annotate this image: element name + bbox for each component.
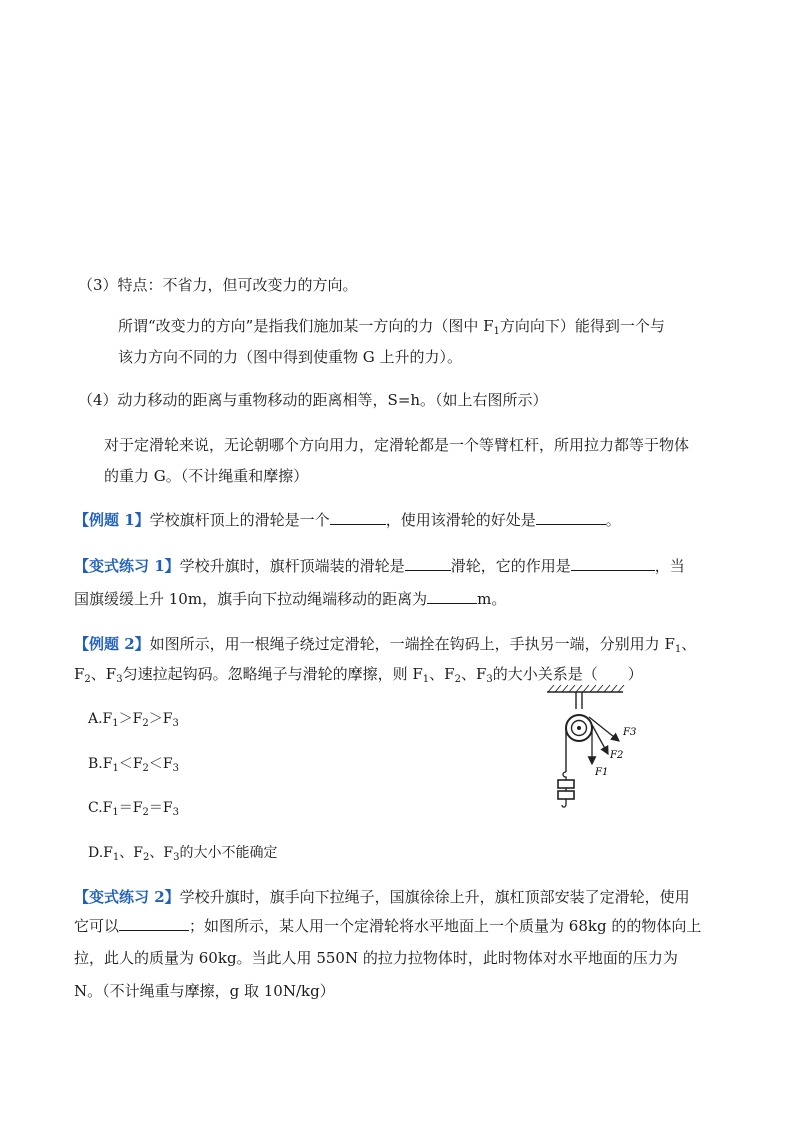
pulley-figure [540, 683, 650, 815]
arrow-f3 [589, 717, 619, 741]
option-d[interactable]: $D.F_1$、$F_2$、$F_3$的大小不能确定 [88, 845, 278, 863]
weight-stack [558, 780, 574, 807]
example1: 【例题 1】学校旗杆顶上的滑轮是一个 ，使用该滑轮的好处是 。 [74, 511, 621, 529]
practice2-line2: 它可以 ；如图所示，某人用一个定滑轮将水平地面上一个质量为 68kg 的的物体向上 [74, 917, 702, 935]
ceiling [547, 685, 624, 692]
practice2-blank-1[interactable] [119, 916, 189, 931]
practice2-line1: 【变式练习 2】学校升旗时，旗手向下拉绳子，国旗徐徐上升，旗杠顶部安装了定滑轮，使用 [74, 888, 690, 906]
explain-line1: 所谓“改变力的方向”是指我们施加某一方向的力（图中 $F_1$方向向下）能得到一个与 [118, 317, 665, 337]
arrow-f2 [591, 723, 608, 754]
example2-line1: 【例题 2】如图所示，用一根绳子绕过定滑轮，一端拴在钩码上，手执另一端，分别用力 $F_1$、 [74, 635, 697, 655]
label-f1: F1 [595, 767, 609, 778]
practice2-tag: 【变式练习 2】 [74, 888, 180, 906]
practice2-line4: N。（不计绳重与摩擦，g 取 10N/kg） [74, 982, 335, 1000]
option-a[interactable]: $A.F_1>F_2>F_3$ [88, 711, 179, 729]
example2-tag: 【例题 2】 [74, 635, 150, 653]
example2-line2: $F_2$、$F_3$匀速拉起钩码。忽略绳子与滑轮的摩擦，则 $F_1$、$F_2$、$F_3$的大小关系是（ ） [74, 665, 643, 685]
hook [563, 772, 566, 780]
practice1-line2: 国旗缓缓上升 10m，旗手向下拉动绳端移动的距离为 m。 [74, 590, 507, 608]
example1-blank-2[interactable] [536, 510, 606, 525]
practice1-blank-2[interactable] [571, 556, 655, 571]
practice1-blank-3[interactable] [427, 589, 477, 604]
practice2-line3: 拉，此人的质量为 60kg。当此人用 550N 的拉力拉物体时，此时物体对水平地面的压力为 [74, 949, 678, 967]
option-b[interactable]: $B.F_1<F_2<F_3$ [88, 756, 180, 774]
example1-blank-1[interactable] [330, 510, 386, 525]
example1-tag: 【例题 1】 [74, 511, 150, 529]
option-c[interactable]: $C.F_1=F_2=F_3$ [88, 800, 179, 818]
note-line1: 对于定滑轮来说，无论朝哪个方向用力，定滑轮都是一个等臂杠杆，所用拉力都等于物体 [104, 436, 690, 454]
practice1-blank-1[interactable] [405, 556, 451, 571]
label-f2: F2 [610, 750, 624, 761]
pulley-bracket [576, 692, 582, 709]
practice1-line1: 【变式练习 1】学校升旗时，旗杆顶端装的滑轮是 滑轮，它的作用是 ，当 [74, 557, 685, 575]
note-line2: 的重力 G。（不计绳重和摩擦） [104, 467, 309, 485]
section4-text: （4）动力移动的距离与重物移动的距离相等，S=h。（如上右图所示） [78, 391, 548, 409]
explain-line2: 该力方向不同的力（图中得到使重物 G 上升的力）。 [118, 348, 463, 366]
section3-text: （3）特点：不省力，但可改变力的方向。 [78, 276, 358, 294]
practice1-tag: 【变式练习 1】 [74, 557, 180, 575]
label-f3: F3 [623, 727, 637, 738]
